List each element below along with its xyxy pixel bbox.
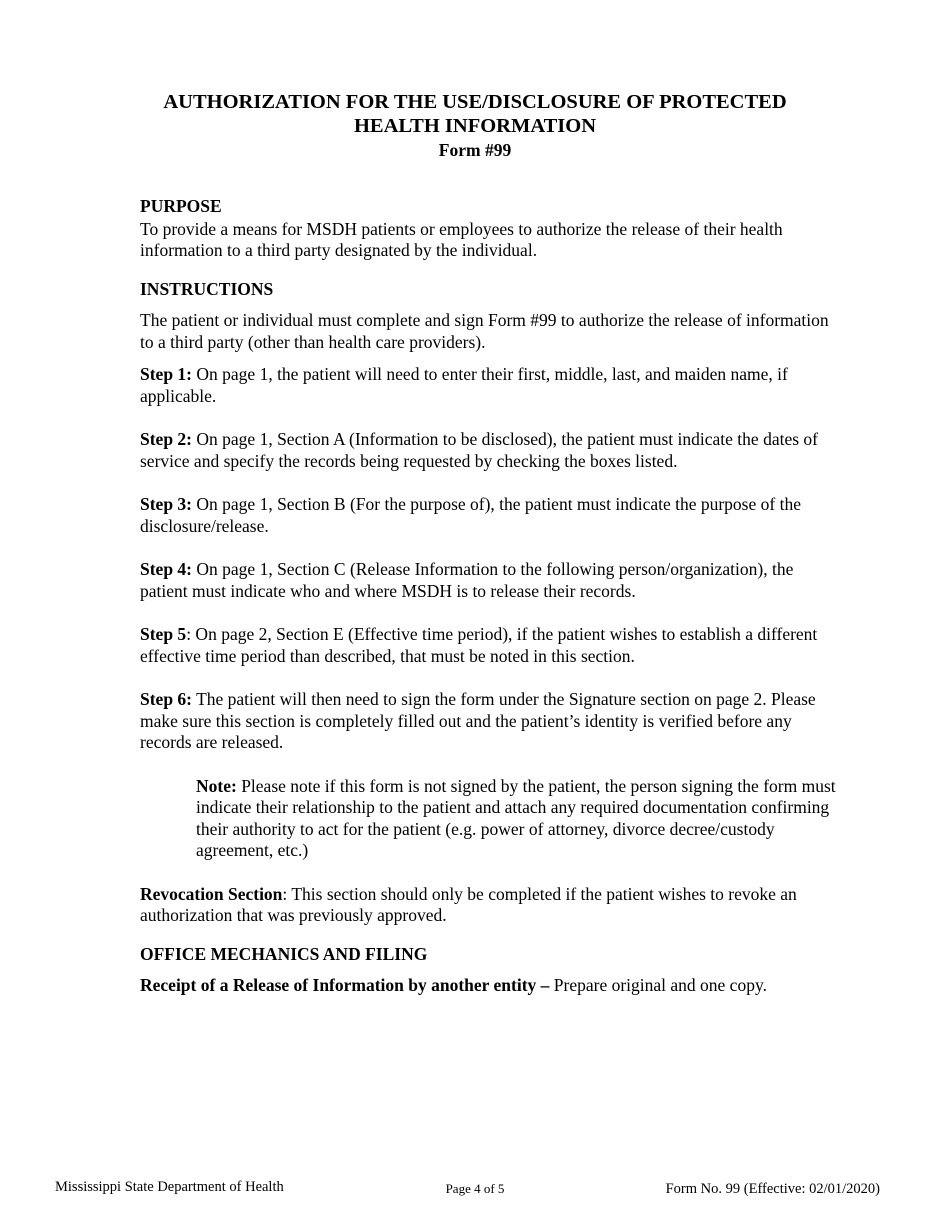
note-text: Please note if this form is not signed by the patient, the person signing the form must indicate their relationship to the patient and attach any required documentation confirming their authority to act for the patient (e.g. power of attorney, divorce decree/custody agreement, etc.) bbox=[196, 775, 836, 860]
step-label: Step 4: bbox=[140, 559, 193, 579]
step-6 bbox=[140, 689, 840, 754]
step-4 bbox=[140, 559, 840, 602]
step-2 bbox=[140, 429, 840, 472]
revocation-section bbox=[140, 884, 840, 927]
step-label: Step 1: bbox=[140, 364, 193, 384]
step-text: On page 1, Section A (Information to be disclosed), the patient must indicate the dates of service and specify the records being requested by checking the boxes listed. bbox=[140, 429, 818, 471]
instructions-intro: The patient or individual must complete and sign Form #99 to authorize the release of information to a third party (other than health care providers). bbox=[140, 310, 829, 352]
step-text: On page 1, Section C (Release Information to the following person/organization), the patient must indicate who and where MSDH is to release their records. bbox=[140, 559, 794, 601]
step-label: Step 3: bbox=[140, 494, 193, 514]
step-text: : On page 2, Section E (Effective time period), if the patient wishes to establish a different effective time period than described, that must be noted in this section. bbox=[140, 624, 818, 666]
office-heading: OFFICE MECHANICS AND FILING bbox=[140, 943, 428, 964]
purpose-heading: PURPOSE bbox=[140, 196, 222, 216]
note-label: Note: bbox=[196, 775, 237, 796]
step-label: Step 2: bbox=[140, 429, 193, 449]
revocation-label: Revocation Section bbox=[140, 883, 283, 904]
instructions-heading: INSTRUCTIONS bbox=[140, 278, 274, 299]
receipt-instruction bbox=[140, 975, 840, 997]
receipt-text: Prepare original and one copy. bbox=[549, 975, 767, 995]
step-5 bbox=[140, 624, 840, 667]
step-label: Step 5 bbox=[140, 624, 187, 644]
form-number: Form #99 bbox=[438, 140, 512, 160]
document-body bbox=[140, 196, 840, 997]
purpose-text: To provide a means for MSDH patients or employees to authorize the release of their health information to a third party designated by the individual. bbox=[140, 218, 783, 260]
revocation-text: : This section should only be completed if the patient wishes to revoke an authorization that was previously approved. bbox=[140, 883, 797, 925]
page-title bbox=[0, 90, 950, 138]
step-text: On page 1, the patient will need to enter their first, middle, last, and maiden name, if applicable. bbox=[140, 364, 788, 406]
receipt-label: Receipt of a Release of Information by another entity – bbox=[140, 975, 550, 995]
title-line-1: AUTHORIZATION FOR THE USE/DISCLOSURE OF PROTECTED bbox=[163, 91, 787, 113]
step-text: The patient will then need to sign the form under the Signature section on page 2. Please make sure this section is completely filled out and the patient’s identity is verified before any records are released. bbox=[140, 689, 816, 752]
step-label: Step 6: bbox=[140, 689, 193, 709]
footer-form-number: Form No. 99 (Effective: 02/01/2020) bbox=[665, 1181, 880, 1197]
step-text: On page 1, Section B (For the purpose of), the patient must indicate the purpose of the disclosure/release. bbox=[140, 494, 801, 536]
footer-page-number: Page 4 of 5 bbox=[445, 1181, 505, 1196]
step-3 bbox=[140, 494, 840, 537]
step-1 bbox=[140, 364, 840, 407]
title-line-2: HEALTH INFORMATION bbox=[353, 115, 597, 137]
footer-agency: Mississippi State Department of Health bbox=[55, 1179, 284, 1195]
note bbox=[196, 776, 840, 862]
